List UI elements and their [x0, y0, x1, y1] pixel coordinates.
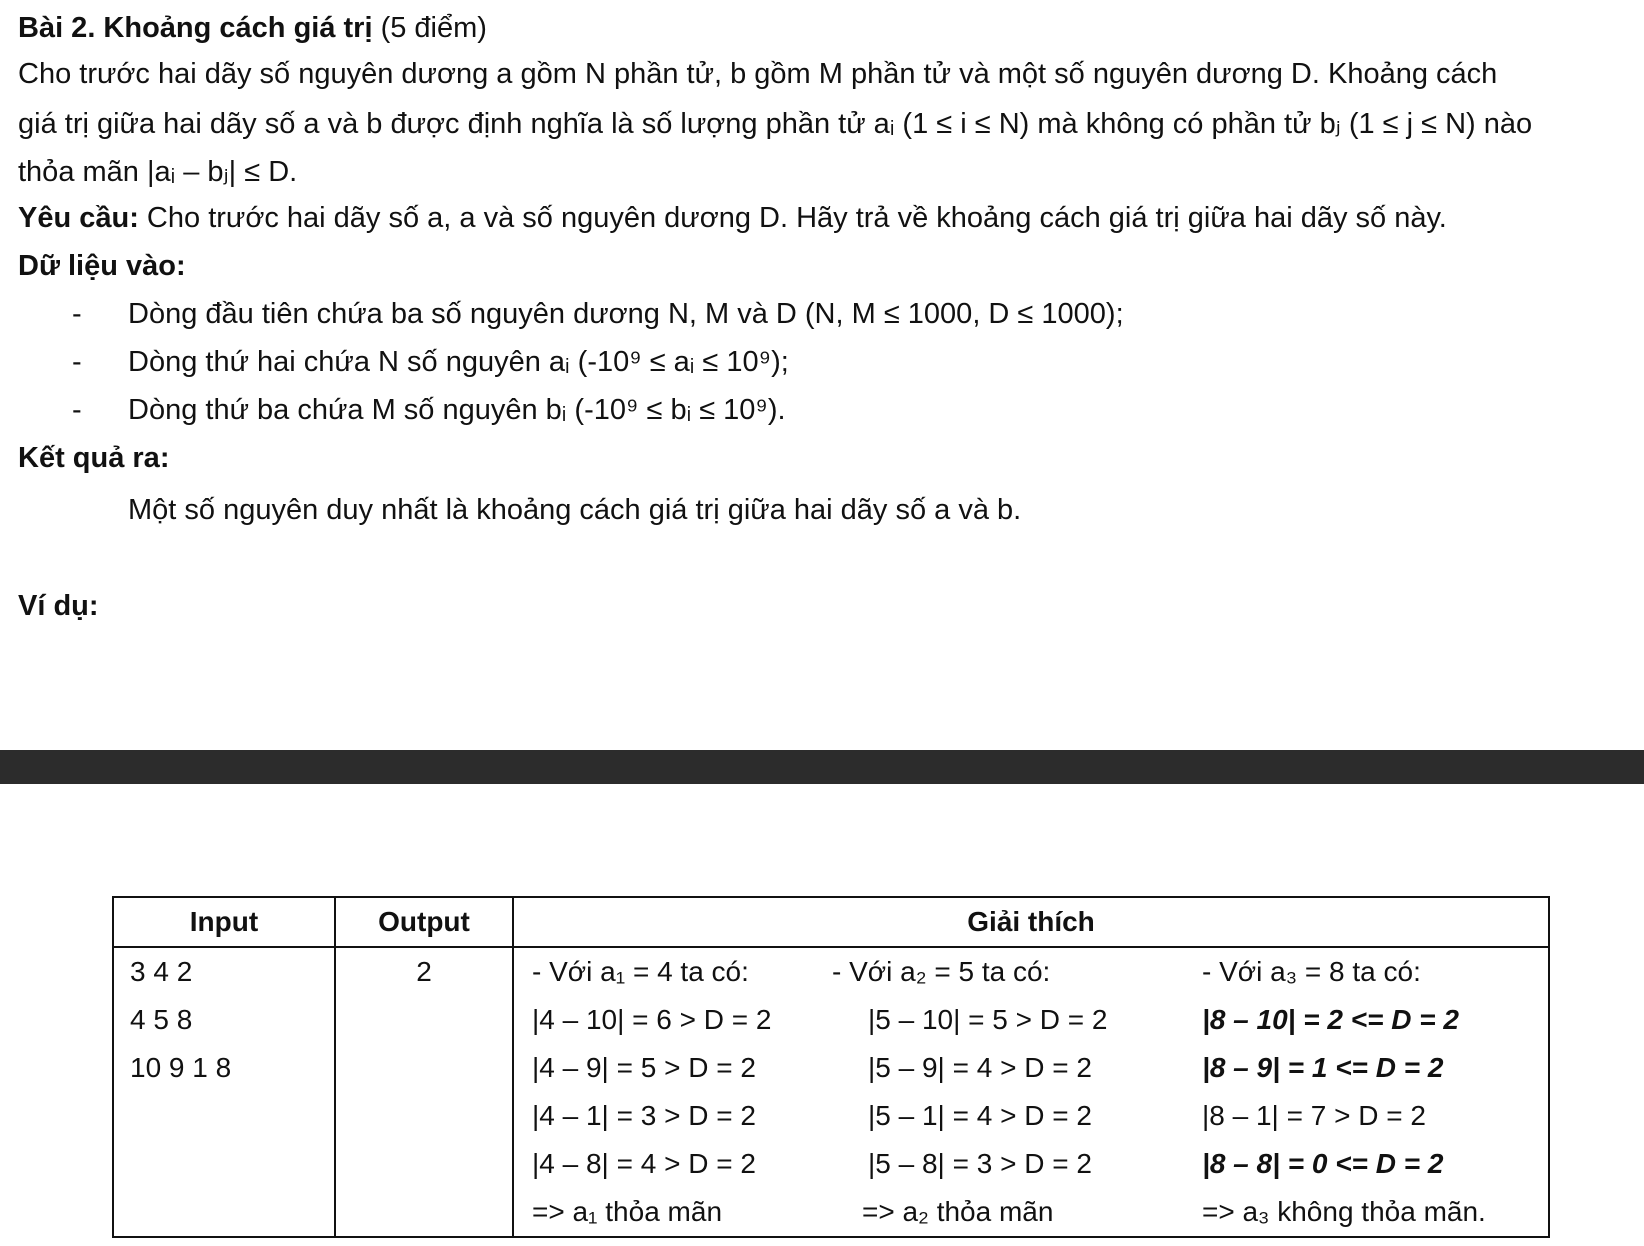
explanation-line: |5 – 10| = 5 > D = 2 [868, 1004, 1108, 1035]
table-header-row [113, 897, 1549, 947]
input-line: 3 4 2 [130, 956, 193, 987]
problem-title-bold: Bài 2. Khoảng cách giá trị [18, 12, 373, 44]
intro-line-2: giá trị giữa hai dãy số a và b được định nghĩa là số lượng phần tử aᵢ (1 ≤ i ≤ N) mà không có phần tử bⱼ (1 ≤ j ≤ N) nào [18, 108, 1533, 140]
explanation-line: |4 – 8| = 4 > D = 2 [532, 1148, 756, 1179]
input-item-1: Dòng đầu tiên chứa ba số nguyên dương N, M và D (N, M ≤ 1000, D ≤ 1000); [128, 298, 1124, 330]
explanation-line: |4 – 1| = 3 > D = 2 [532, 1100, 756, 1131]
header-output: Output [335, 897, 513, 947]
output-cell [335, 947, 513, 1237]
intro-line-3: thỏa mãn |aᵢ – bⱼ| ≤ D. [18, 156, 298, 188]
input-line: 4 5 8 [130, 1004, 193, 1035]
input-heading: Dữ liệu vào: [18, 250, 186, 282]
explanation-line: |5 – 8| = 3 > D = 2 [868, 1148, 1092, 1179]
explanation-column-a2 [832, 948, 1202, 1236]
example-heading: Ví dụ: [18, 590, 99, 622]
explanation-line: => a₁ thỏa mãn [532, 1196, 723, 1227]
requirement-label: Yêu cầu: [18, 202, 139, 234]
output-line: 2 [416, 956, 432, 987]
explanation-line: - Với a₁ = 4 ta có: [532, 956, 749, 987]
explanation-line: - Với a₃ = 8 ta có: [1202, 956, 1421, 987]
header-input: Input [113, 897, 335, 947]
input-cell [113, 947, 335, 1237]
intro-line-1: Cho trước hai dãy số nguyên dương a gồm N phần tử, b gồm M phần tử và một số nguyên dương D. Khoảng cách [18, 58, 1498, 90]
output-heading: Kết quả ra: [18, 442, 170, 474]
explanation-column-a3 [1202, 948, 1548, 1236]
problem-title [18, 12, 487, 45]
example-table [112, 896, 1550, 1238]
input-item-3: Dòng thứ ba chứa M số nguyên bᵢ (-10⁹ ≤ bᵢ ≤ 10⁹). [128, 394, 786, 426]
explanation-line: |4 – 9| = 5 > D = 2 [532, 1052, 756, 1083]
header-explanation: Giải thích [513, 897, 1549, 947]
table-row [113, 947, 1549, 1237]
input-item-2: Dòng thứ hai chứa N số nguyên aᵢ (-10⁹ ≤ aᵢ ≤ 10⁹); [128, 346, 789, 378]
explanation-line: |8 – 1| = 7 > D = 2 [1202, 1100, 1426, 1131]
explanation-line: |8 – 9| = 1 <= D = 2 [1202, 1052, 1444, 1083]
requirement-text: Cho trước hai dãy số a, a và số nguyên dương D. Hãy trả về khoảng cách giá trị giữa hai dãy số này. [138, 202, 1447, 234]
explanation-line: - Với a₂ = 5 ta có: [832, 956, 1051, 987]
explanation-line: |5 – 1| = 4 > D = 2 [868, 1100, 1092, 1131]
explanation-column-a1 [532, 948, 832, 1236]
explanation-line: |8 – 8| = 0 <= D = 2 [1202, 1148, 1444, 1179]
explanation-line: => a₃ không thỏa mãn. [1202, 1196, 1486, 1227]
bullet-dash: - [72, 394, 82, 426]
explanation-cell [513, 947, 1549, 1237]
bullet-dash: - [72, 346, 82, 378]
requirement [18, 202, 1447, 235]
explanation-line: |5 – 9| = 4 > D = 2 [868, 1052, 1092, 1083]
output-text: Một số nguyên duy nhất là khoảng cách giá trị giữa hai dãy số a và b. [128, 494, 1022, 526]
input-line: 10 9 1 8 [130, 1052, 232, 1083]
explanation-line: |8 – 10| = 2 <= D = 2 [1202, 1004, 1459, 1035]
problem-title-points: (5 điểm) [372, 12, 487, 44]
explanation-line: |4 – 10| = 6 > D = 2 [532, 1004, 772, 1035]
divider-bar [0, 750, 1644, 784]
bullet-dash: - [72, 298, 82, 330]
explanation-line: => a₂ thỏa mãn [862, 1196, 1054, 1227]
